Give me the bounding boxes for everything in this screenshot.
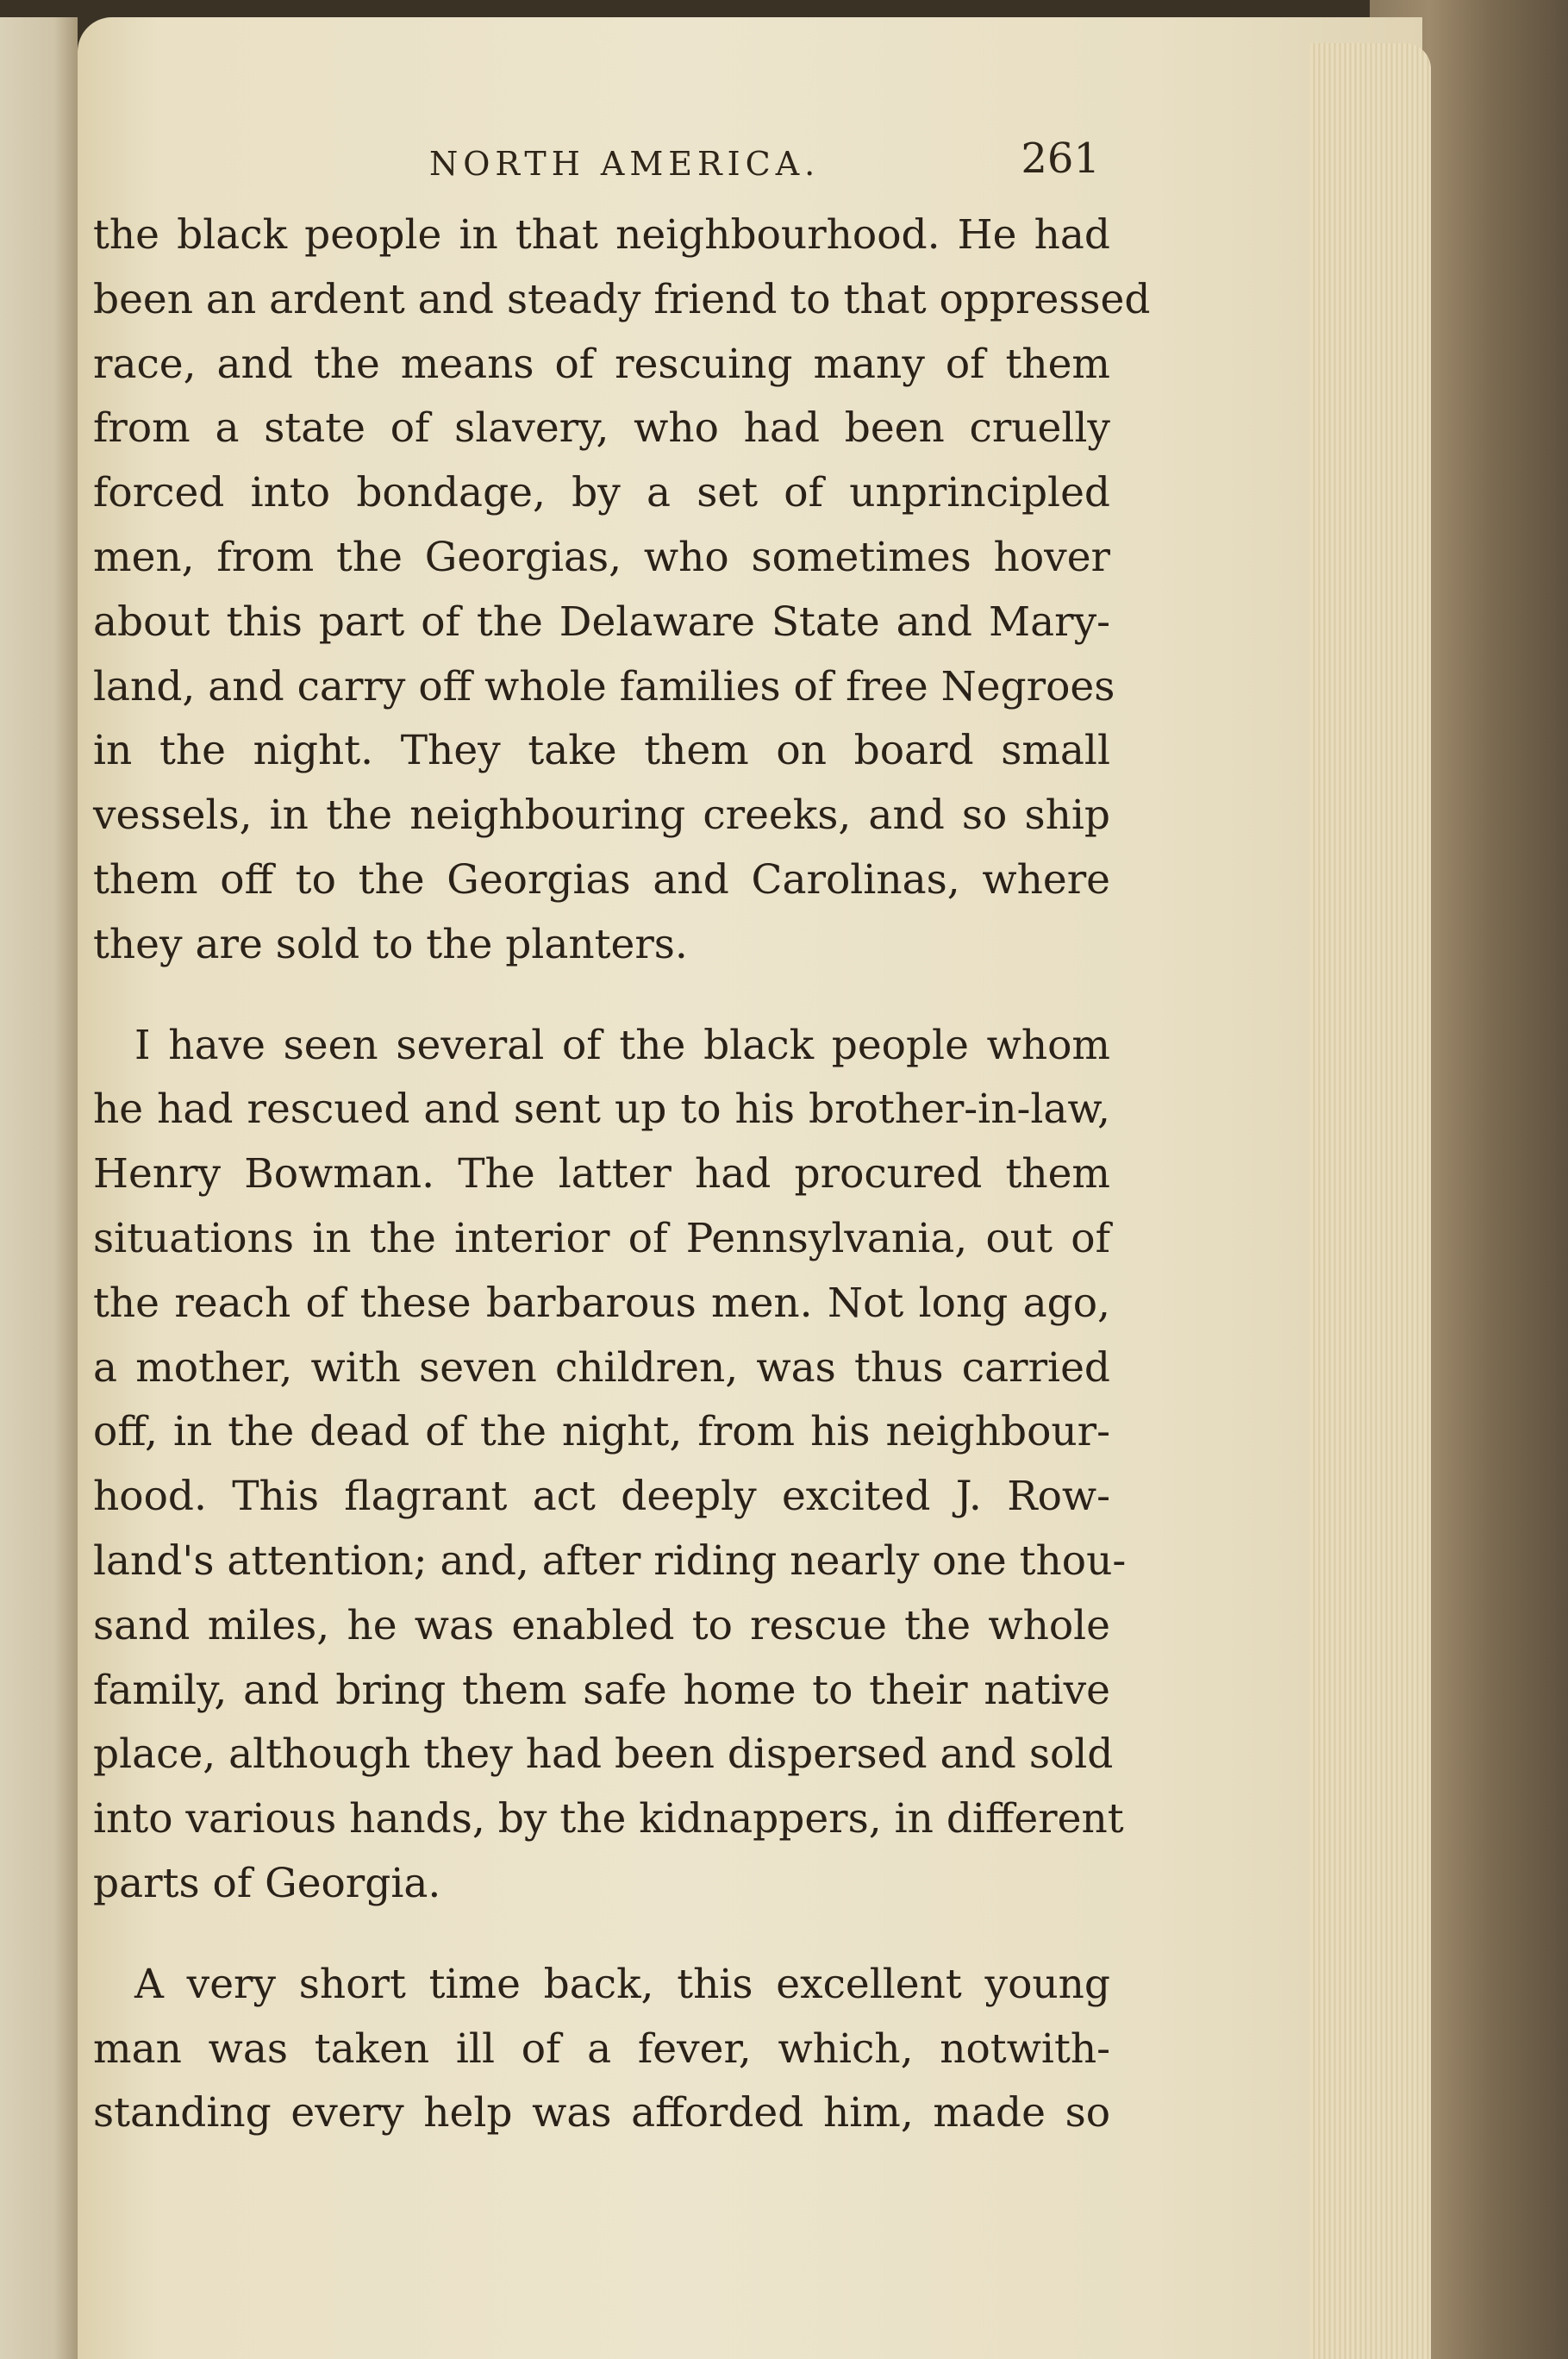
text-line: man was taken ill of a fever, which, notwith- xyxy=(93,2024,1110,2073)
text-line: in the night. They take them on board small xyxy=(93,727,1110,775)
text-line: into various hands, by the kidnappers, in different xyxy=(93,1795,1124,1843)
text-line: vessels, in the neighbouring creeks, and so ship xyxy=(93,792,1110,840)
text-line: men, from the Georgias, who sometimes hover xyxy=(93,533,1110,581)
text-line: a mother, with seven children, was thus carried xyxy=(93,1343,1110,1392)
text-line: situations in the interior of Pennsylvania, out of xyxy=(93,1214,1110,1262)
text-line: they are sold to the planters. xyxy=(93,920,688,968)
page-number: 261 xyxy=(1021,135,1100,183)
text-line: off, in the dead of the night, from his neighbour- xyxy=(93,1408,1110,1456)
previous-page-edge xyxy=(0,17,78,2359)
page-content xyxy=(93,129,1151,2146)
text-line: sand miles, he was enabled to rescue the whole xyxy=(93,1601,1110,1649)
text-line: he had rescued and sent up to his brother-in-law, xyxy=(93,1086,1110,1134)
text-line: place, although they had been dispersed and sold xyxy=(93,1730,1114,1779)
text-line: standing every help was afforded him, made so xyxy=(93,2089,1110,2137)
text-line: parts of Georgia. xyxy=(93,1859,441,1907)
text-line: the reach of these barbarous men. Not long ago, xyxy=(93,1279,1110,1327)
text-line: land's attention; and, after riding nearly one thou- xyxy=(93,1536,1127,1585)
text-line: them off to the Georgias and Carolinas, where xyxy=(93,855,1110,904)
running-title: NORTH AMERICA. xyxy=(429,145,821,183)
running-head xyxy=(93,129,1110,198)
text-line: the black people in that neighbourhood. He had xyxy=(93,211,1110,259)
text-line: A very short time back, this excellent young xyxy=(134,1960,1110,2008)
text-line: race, and the means of rescuing many of them xyxy=(93,340,1110,388)
text-line: Henry Bowman. The latter had procured them xyxy=(93,1150,1110,1198)
text-line: from a state of slavery, who had been cruelly xyxy=(93,404,1110,453)
paragraph-3 xyxy=(93,1953,1110,2146)
body-text xyxy=(93,203,1151,2146)
text-line: land, and carry off whole families of free Negroes xyxy=(93,662,1115,710)
text-line: about this part of the Delaware State and Mary- xyxy=(93,598,1110,646)
page-block-fore-edge xyxy=(1310,43,1431,2359)
paragraph-1 xyxy=(93,203,1151,978)
text-line: been an ardent and steady friend to that oppressed xyxy=(93,275,1151,323)
text-line: forced into bondage, by a set of unprincipled xyxy=(93,469,1110,517)
paragraph-2 xyxy=(93,1014,1127,1917)
text-line: family, and bring them safe home to their native xyxy=(93,1666,1110,1714)
text-line: hood. This flagrant act deeply excited J. Row- xyxy=(93,1473,1110,1521)
text-line: I have seen several of the black people whom xyxy=(134,1021,1110,1069)
